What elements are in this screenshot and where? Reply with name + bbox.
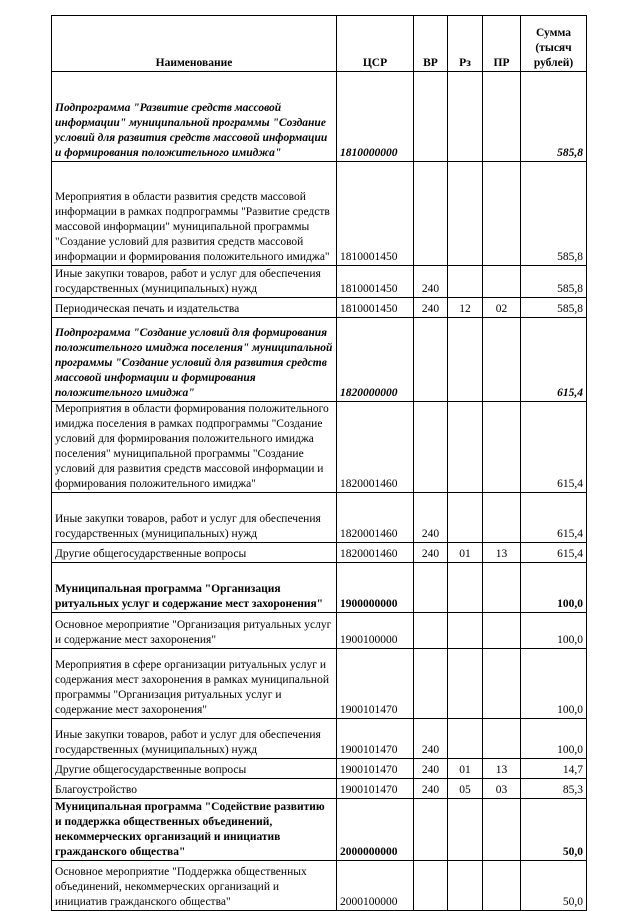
row-sum: 615,4	[521, 318, 587, 402]
row-vr: 240	[414, 266, 448, 298]
row-csr: 1820001460	[337, 493, 414, 543]
row-name: Мероприятия в области развития средств массовой информации в рамках подпрограммы "Развитие средств массовой информации" муниципальной программы "Создание условий для развития средств массовой информации и формирования положительного имиджа"	[52, 162, 337, 266]
row-vr	[414, 861, 448, 911]
row-pr: 13	[483, 759, 521, 779]
header-name: Наименование	[52, 16, 337, 72]
row-name: Иные закупки товаров, работ и услуг для обеспечения государственных (муниципальных) нужд	[52, 266, 337, 298]
header-sum: Сумма (тысяч рублей)	[521, 16, 587, 72]
row-pr: 03	[483, 779, 521, 799]
row-pr	[483, 613, 521, 649]
row-sum: 100,0	[521, 563, 587, 613]
table-body	[52, 72, 587, 911]
table-row	[52, 298, 587, 318]
row-pr	[483, 719, 521, 759]
row-csr: 1900100000	[337, 613, 414, 649]
row-vr: 240	[414, 298, 448, 318]
row-name: Мероприятия в области формирования положительного имиджа поселения в рамках подпрограммы "Создание условий для формирования положительного имиджа поселения" муниципальной программы "Создание условий для развития средств массовой информации и формирования положительного имиджа"	[52, 402, 337, 493]
row-pr	[483, 318, 521, 402]
row-rz: 12	[448, 298, 483, 318]
row-rz: 01	[448, 759, 483, 779]
row-vr	[414, 799, 448, 861]
row-name: Другие общегосударственные вопросы	[52, 543, 337, 563]
row-csr: 1820000000	[337, 318, 414, 402]
row-pr	[483, 72, 521, 162]
row-rz	[448, 266, 483, 298]
row-csr: 1820001460	[337, 543, 414, 563]
row-rz	[448, 613, 483, 649]
row-rz	[448, 162, 483, 266]
row-rz: 01	[448, 543, 483, 563]
row-csr: 1810000000	[337, 72, 414, 162]
row-sum: 585,8	[521, 298, 587, 318]
row-csr: 1820001460	[337, 402, 414, 493]
table-row	[52, 719, 587, 759]
header-pr: ПР	[483, 16, 521, 72]
row-sum: 585,8	[521, 72, 587, 162]
row-vr	[414, 649, 448, 719]
table-row	[52, 318, 587, 402]
row-name: Мероприятия в сфере организации ритуальных услуг и содержания мест захоронения в рамках муниципальной программы "Организация ритуальных услуг и содержание мест захоронения"	[52, 649, 337, 719]
row-csr: 2000000000	[337, 799, 414, 861]
table-row	[52, 649, 587, 719]
row-pr	[483, 799, 521, 861]
row-rz	[448, 719, 483, 759]
row-sum: 85,3	[521, 779, 587, 799]
table-row	[52, 402, 587, 493]
row-vr	[414, 402, 448, 493]
row-vr	[414, 162, 448, 266]
row-csr: 1900101470	[337, 759, 414, 779]
row-rz	[448, 493, 483, 543]
row-rz	[448, 861, 483, 911]
row-sum: 100,0	[521, 719, 587, 759]
row-pr	[483, 649, 521, 719]
row-pr	[483, 563, 521, 613]
row-name: Подпрограмма "Развитие средств массовой информации" муниципальной программы "Создание условий для развития средств массовой информации и формирования положительного имиджа"	[52, 72, 337, 162]
row-pr	[483, 266, 521, 298]
table-header-row	[52, 16, 587, 72]
header-csr: ЦСР	[337, 16, 414, 72]
row-pr	[483, 162, 521, 266]
row-sum: 50,0	[521, 799, 587, 861]
header-rz: Рз	[448, 16, 483, 72]
row-vr: 240	[414, 719, 448, 759]
row-csr: 2000100000	[337, 861, 414, 911]
row-csr: 1900101470	[337, 779, 414, 799]
row-sum: 14,7	[521, 759, 587, 779]
row-rz	[448, 799, 483, 861]
table-row	[52, 543, 587, 563]
row-vr	[414, 72, 448, 162]
row-rz	[448, 72, 483, 162]
row-name: Благоустройство	[52, 779, 337, 799]
row-csr: 1900101470	[337, 719, 414, 759]
row-sum: 615,4	[521, 402, 587, 493]
table-row	[52, 493, 587, 543]
table-row	[52, 72, 587, 162]
budget-table	[51, 15, 587, 911]
row-name: Подпрограмма "Создание условий для формирования положительного имиджа поселения" муниципальной программы "Создание условий для развития средств массовой информации и формирования положительного имиджа"	[52, 318, 337, 402]
row-csr: 1810001450	[337, 162, 414, 266]
row-rz	[448, 649, 483, 719]
header-vr: ВР	[414, 16, 448, 72]
row-csr: 1900000000	[337, 563, 414, 613]
table-row	[52, 266, 587, 298]
table-row	[52, 759, 587, 779]
row-csr: 1810001450	[337, 266, 414, 298]
row-sum: 585,8	[521, 266, 587, 298]
row-sum: 615,4	[521, 493, 587, 543]
row-name: Основное мероприятие "Поддержка общественных объединений, некоммерческих организаций и инициатив гражданского общества"	[52, 861, 337, 911]
row-pr	[483, 861, 521, 911]
row-name: Иные закупки товаров, работ и услуг для обеспечения государственных (муниципальных) нужд	[52, 719, 337, 759]
row-pr: 02	[483, 298, 521, 318]
row-name: Муниципальная программа "Содействие развитию и поддержка общественных объединений, некоммерческих организаций и инициатив гражданского общества"	[52, 799, 337, 861]
row-csr: 1900101470	[337, 649, 414, 719]
row-vr: 240	[414, 779, 448, 799]
table-row	[52, 563, 587, 613]
row-vr: 240	[414, 493, 448, 543]
row-sum: 585,8	[521, 162, 587, 266]
row-rz	[448, 563, 483, 613]
table-row	[52, 162, 587, 266]
row-vr: 240	[414, 759, 448, 779]
row-sum: 100,0	[521, 613, 587, 649]
row-sum: 100,0	[521, 649, 587, 719]
row-rz	[448, 318, 483, 402]
row-pr: 13	[483, 543, 521, 563]
table-row	[52, 799, 587, 861]
row-sum: 50,0	[521, 861, 587, 911]
row-name: Основное мероприятие "Организация ритуальных услуг и содержание мест захоронения"	[52, 613, 337, 649]
row-name: Другие общегосударственные вопросы	[52, 759, 337, 779]
row-vr: 240	[414, 543, 448, 563]
row-pr	[483, 402, 521, 493]
row-name: Периодическая печать и издательства	[52, 298, 337, 318]
row-rz: 05	[448, 779, 483, 799]
row-vr	[414, 613, 448, 649]
row-vr	[414, 318, 448, 402]
row-sum: 615,4	[521, 543, 587, 563]
row-pr	[483, 493, 521, 543]
row-csr: 1810001450	[337, 298, 414, 318]
row-vr	[414, 563, 448, 613]
row-name: Муниципальная программа "Организация ритуальных услуг и содержание мест захоронения"	[52, 563, 337, 613]
row-rz	[448, 402, 483, 493]
table-row	[52, 613, 587, 649]
row-name: Иные закупки товаров, работ и услуг для обеспечения государственных (муниципальных) нужд	[52, 493, 337, 543]
table-row	[52, 861, 587, 911]
table-row	[52, 779, 587, 799]
